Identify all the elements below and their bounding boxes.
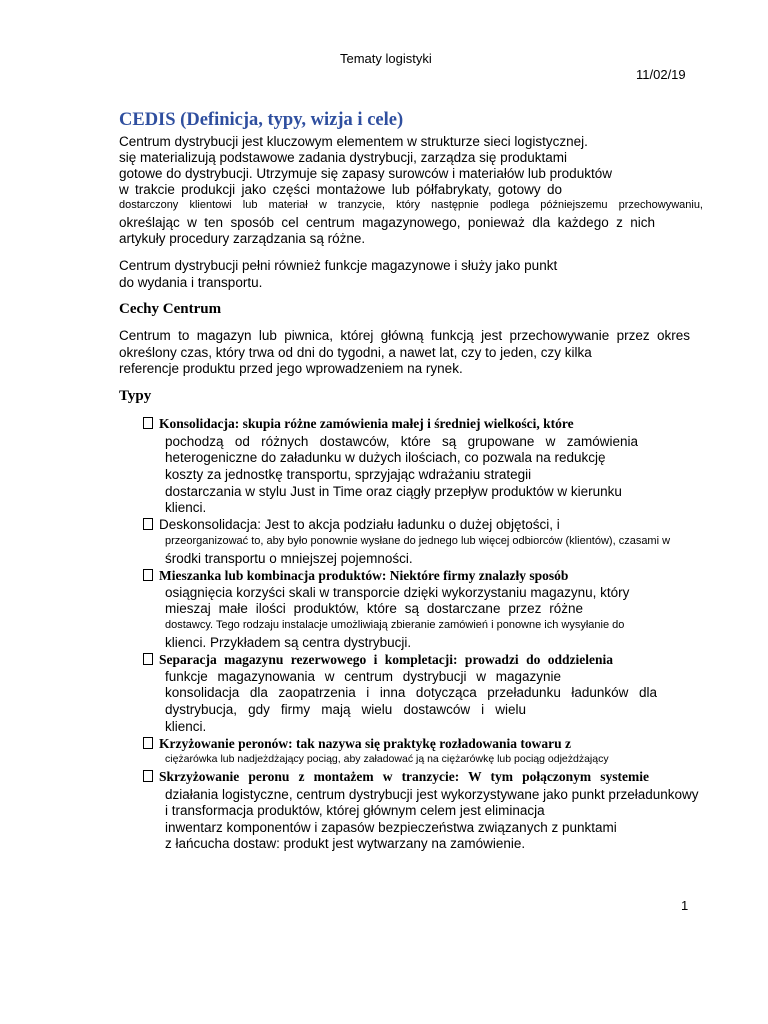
section-heading-features: Cechy Centrum — [119, 301, 222, 317]
list-item-line: środki transportu o mniejszej pojemności. — [165, 551, 413, 566]
list-item-line: konsolidacja dla zaopatrzenia i inna dotycząca przeładunku ładunków dla — [165, 685, 657, 700]
list-item-line: pochodzą od różnych dostawców, które są grupowane w zamówienia — [165, 434, 638, 449]
paragraph-line: dostarczony klientowi lub materiał w tranzycie, który następnie podlega późniejszemu przechowywaniu, — [119, 199, 703, 211]
list-item-line: heterogeniczne do załadunku w dużych ilościach, co pozwala na redukcję — [165, 450, 606, 465]
list-item: Konsolidacja: skupia różne zamówienia małej i średniej wielkości, które — [143, 416, 574, 432]
list-item-line: ciężarówka lub nadjeżdżający pociąg, aby załadować ją na ciężarówkę lub pociąg odjeżdżający — [165, 753, 609, 765]
paragraph-line: się materializują podstawowe zadania dystrybucji, zarządza się produktami — [119, 150, 567, 165]
list-item: Mieszanka lub kombinacja produktów: Niektóre firmy znalazły sposób — [143, 568, 568, 584]
list-item-line: koszty za jednostkę transportu, sprzyjając wdrażaniu strategii — [165, 467, 532, 482]
section-heading-cedis: CEDIS (Definicja, typy, wizja i cele) — [119, 110, 404, 130]
list-item-line: i transformacja produktów, której głównym celem jest eliminacja — [165, 803, 545, 818]
paragraph-line: Centrum dystrybucji pełni również funkcje magazynowe i służy jako punkt — [119, 258, 558, 273]
list-item-line: działania logistyczne, centrum dystrybucji jest wykorzystywane jako punkt przeładunkowy — [165, 787, 699, 802]
bullet-box-icon — [143, 518, 153, 530]
list-item-line: mieszaj małe ilości produktów, które są dostarczane przez różne — [165, 601, 583, 616]
document-date: 11/02/19 — [636, 67, 686, 82]
paragraph-line: do wydania i transportu. — [119, 275, 263, 290]
list-item-line: przeorganizować to, aby było ponownie wysłane do jednego lub więcej odbiorców (klientów), czasami w — [165, 535, 671, 547]
list-item-line: dostawcy. Tego rodzaju instalacje umożliwiają zbieranie zamówień i ponowne ich wysyłanie do — [165, 619, 625, 631]
paragraph-line: gotowe do dystrybucji. Utrzymuje się zapasy surowców i materiałów lub produktów — [119, 166, 612, 181]
paragraph-line: w trakcie produkcji jako części montażowe lub półfabrykaty, gotowy do — [119, 182, 562, 197]
bullet-box-icon — [143, 417, 153, 429]
list-item-line: klienci. Przykładem są centra dystrybucji. — [165, 635, 412, 650]
paragraph-line: referencje produktu przed jego wprowadzeniem na rynek. — [119, 361, 463, 376]
list-item: Krzyżowanie peronów: tak nazywa się praktykę rozładowania towaru z — [143, 736, 571, 752]
list-item-line: klienci. — [165, 500, 207, 515]
list-item: Skrzyżowanie peronu z montażem w tranzycie: W tym połączonym systemie — [143, 769, 649, 785]
paragraph-line: Centrum to magazyn lub piwnica, której główną funkcją jest przechowywanie przez okres — [119, 328, 690, 343]
list-item-line: osiągnięcia korzyści skali w transporcie dzięki wykorzystaniu magazynu, który — [165, 585, 630, 600]
list-item: Deskonsolidacja: Jest to akcja podziału ładunku o dużej objętości, i — [143, 517, 560, 532]
paragraph-line: określony czas, który trwa od dni do tygodni, a nawet lat, czy to jeden, czy kilka — [119, 345, 592, 360]
section-heading-types: Typy — [119, 388, 152, 404]
list-item-line: funkcje magazynowania w centrum dystrybucji w magazynie — [165, 669, 561, 684]
paragraph-line: określając w ten sposób cel centrum magazynowego, ponieważ dla każdego z nich — [119, 215, 655, 230]
document-title: Tematy logistyki — [340, 51, 432, 66]
page-number: 1 — [681, 898, 689, 913]
bullet-box-icon — [143, 569, 153, 581]
paragraph-line: artykuły procedury zarządzania są różne. — [119, 231, 366, 246]
list-item-line: klienci. — [165, 719, 207, 734]
list-item-line: inwentarz komponentów i zapasów bezpieczeństwa związanych z punktami — [165, 820, 617, 835]
list-item: Separacja magazynu rezerwowego i kompletacji: prowadzi do oddzielenia — [143, 652, 613, 668]
bullet-box-icon — [143, 737, 153, 749]
paragraph-line: Centrum dystrybucji jest kluczowym elementem w strukturze sieci logistycznej. — [119, 134, 588, 149]
list-item-line: dystrybucja, gdy firmy mają wielu dostawców i wielu — [165, 702, 526, 717]
list-item-line: z łańcucha dostaw: produkt jest wytwarzany na zamówienie. — [165, 836, 526, 851]
bullet-box-icon — [143, 653, 153, 665]
list-item-line: dostarczania w stylu Just in Time oraz ciągły przepływ produktów w kierunku — [165, 484, 622, 499]
bullet-box-icon — [143, 770, 153, 782]
